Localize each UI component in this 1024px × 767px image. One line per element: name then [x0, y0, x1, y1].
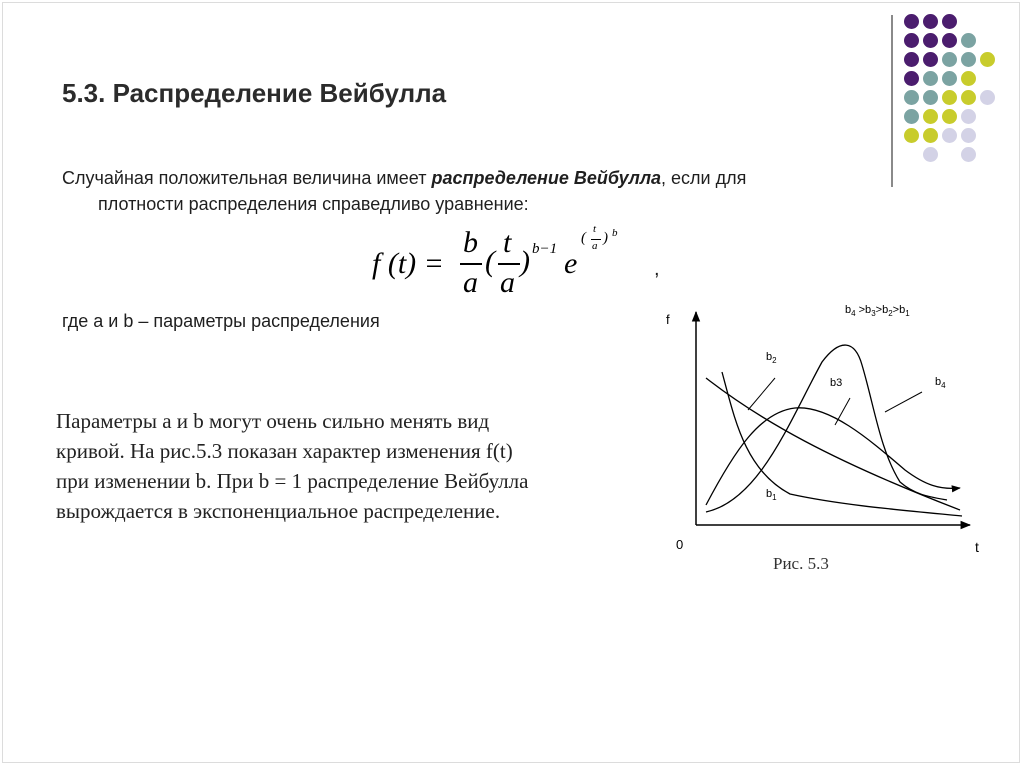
series-label-b2	[766, 351, 777, 365]
decor-dot	[942, 14, 957, 29]
decor-dot	[923, 109, 938, 124]
decor-dot	[904, 90, 919, 105]
decor-dot	[904, 33, 919, 48]
formula-open-paren: (	[485, 245, 495, 278]
formula-exp-t: t	[593, 223, 597, 235]
intro-text-1: Случайная положительная величина имеет	[62, 168, 432, 188]
formula-close-paren: )	[520, 245, 530, 278]
pointer-b3	[835, 398, 850, 425]
page-title: 5.3. Распределение Вейбулла	[62, 78, 447, 108]
decor-dot	[942, 52, 957, 67]
body-line: вырождается в экспоненциальное распределение.	[56, 499, 501, 523]
decor-dot	[961, 90, 976, 105]
decor-dot	[923, 71, 938, 86]
legend-sub: 1	[905, 309, 910, 318]
parameters-line: где a и b – параметры распределения	[62, 311, 380, 331]
decor-divider	[891, 15, 893, 187]
legend-sub: 2	[888, 309, 893, 318]
decor-dot	[923, 52, 938, 67]
weibull-chart	[660, 295, 1000, 585]
intro-text-2: , если для	[661, 168, 747, 188]
decor-dot	[961, 147, 976, 162]
pointer-b2	[748, 378, 775, 410]
series-label-main: b	[766, 488, 773, 500]
decor-dot	[961, 33, 976, 48]
decor-dot	[980, 52, 995, 67]
curve-b2	[722, 372, 962, 516]
formula-trailing-comma: ,	[654, 258, 660, 280]
formula-e: e	[564, 247, 578, 280]
series-label-sub: 1	[772, 493, 777, 502]
legend-gt: >b	[875, 304, 889, 316]
decor-dot	[942, 109, 957, 124]
body-line: Параметры a и b могут очень сильно менять вид	[56, 409, 490, 433]
decor-dot	[904, 52, 919, 67]
decor-dot	[961, 52, 976, 67]
body-line: при изменении b. При b = 1 распределение Вейбулла	[56, 469, 529, 493]
formula-t-numerator: t	[503, 226, 512, 259]
series-label-sub: 4	[941, 381, 946, 390]
decor-dots	[904, 10, 1008, 160]
series-label-b3	[830, 377, 842, 389]
decor-dot	[923, 128, 938, 143]
decor-dot	[923, 14, 938, 29]
body-line: кривой. На рис.5.3 показан характер изменения f(t)	[56, 439, 513, 463]
legend-gt: >b	[855, 304, 872, 316]
series-label-main: b3	[830, 377, 843, 389]
figure-caption: Рис. 5.3	[773, 554, 829, 573]
formula-b-numerator: b	[463, 226, 478, 259]
formula-lhs: f (t) =	[372, 247, 444, 280]
weibull-formula	[372, 225, 672, 305]
series-label-b1	[766, 488, 777, 502]
series-label-main: b	[935, 376, 942, 388]
chart-legend-text	[845, 304, 910, 318]
curve-b3	[706, 345, 947, 512]
decor-dot	[904, 109, 919, 124]
formula-exp-a: a	[592, 240, 598, 252]
intro-paragraph	[62, 165, 892, 217]
decor-dot	[942, 90, 957, 105]
decor-dot	[904, 128, 919, 143]
legend-sub: 3	[871, 309, 876, 318]
decor-dot	[980, 90, 995, 105]
formula-exp-close: )	[603, 230, 608, 246]
decor-dot	[923, 147, 938, 162]
formula-fraction-bar	[498, 263, 520, 265]
body-paragraph	[56, 406, 616, 526]
formula-exp-open: (	[581, 230, 586, 246]
formula-fraction-bar	[460, 263, 482, 265]
series-label-main: b	[766, 351, 773, 363]
legend-b: b	[845, 304, 852, 316]
decor-dot	[961, 128, 976, 143]
intro-text-line2: плотности распределения справедливо уравнение:	[98, 194, 529, 214]
x-axis-label: t	[975, 539, 979, 555]
legend-sub: 4	[851, 309, 856, 318]
origin-label: 0	[676, 537, 684, 552]
formula-a-denominator-2: a	[500, 266, 515, 299]
decor-dot	[942, 71, 957, 86]
legend-gt: >b	[892, 304, 906, 316]
decor-dot	[923, 33, 938, 48]
series-label-b4	[935, 376, 946, 390]
decor-dot	[961, 109, 976, 124]
formula-exp-b: b	[612, 227, 618, 239]
pointer-b4	[885, 392, 922, 412]
decor-dot	[904, 71, 919, 86]
decor-dot	[942, 33, 957, 48]
intro-emphasis: распределение Вейбулла	[431, 168, 662, 188]
formula-a-denominator: a	[463, 266, 478, 299]
decor-dot	[942, 128, 957, 143]
series-label-sub: 2	[772, 356, 777, 365]
decor-dot	[923, 90, 938, 105]
decor-dot	[961, 71, 976, 86]
decor-dot	[904, 14, 919, 29]
formula-exponent-b-minus-1: b−1	[532, 241, 558, 257]
y-axis-label: f	[666, 312, 670, 327]
